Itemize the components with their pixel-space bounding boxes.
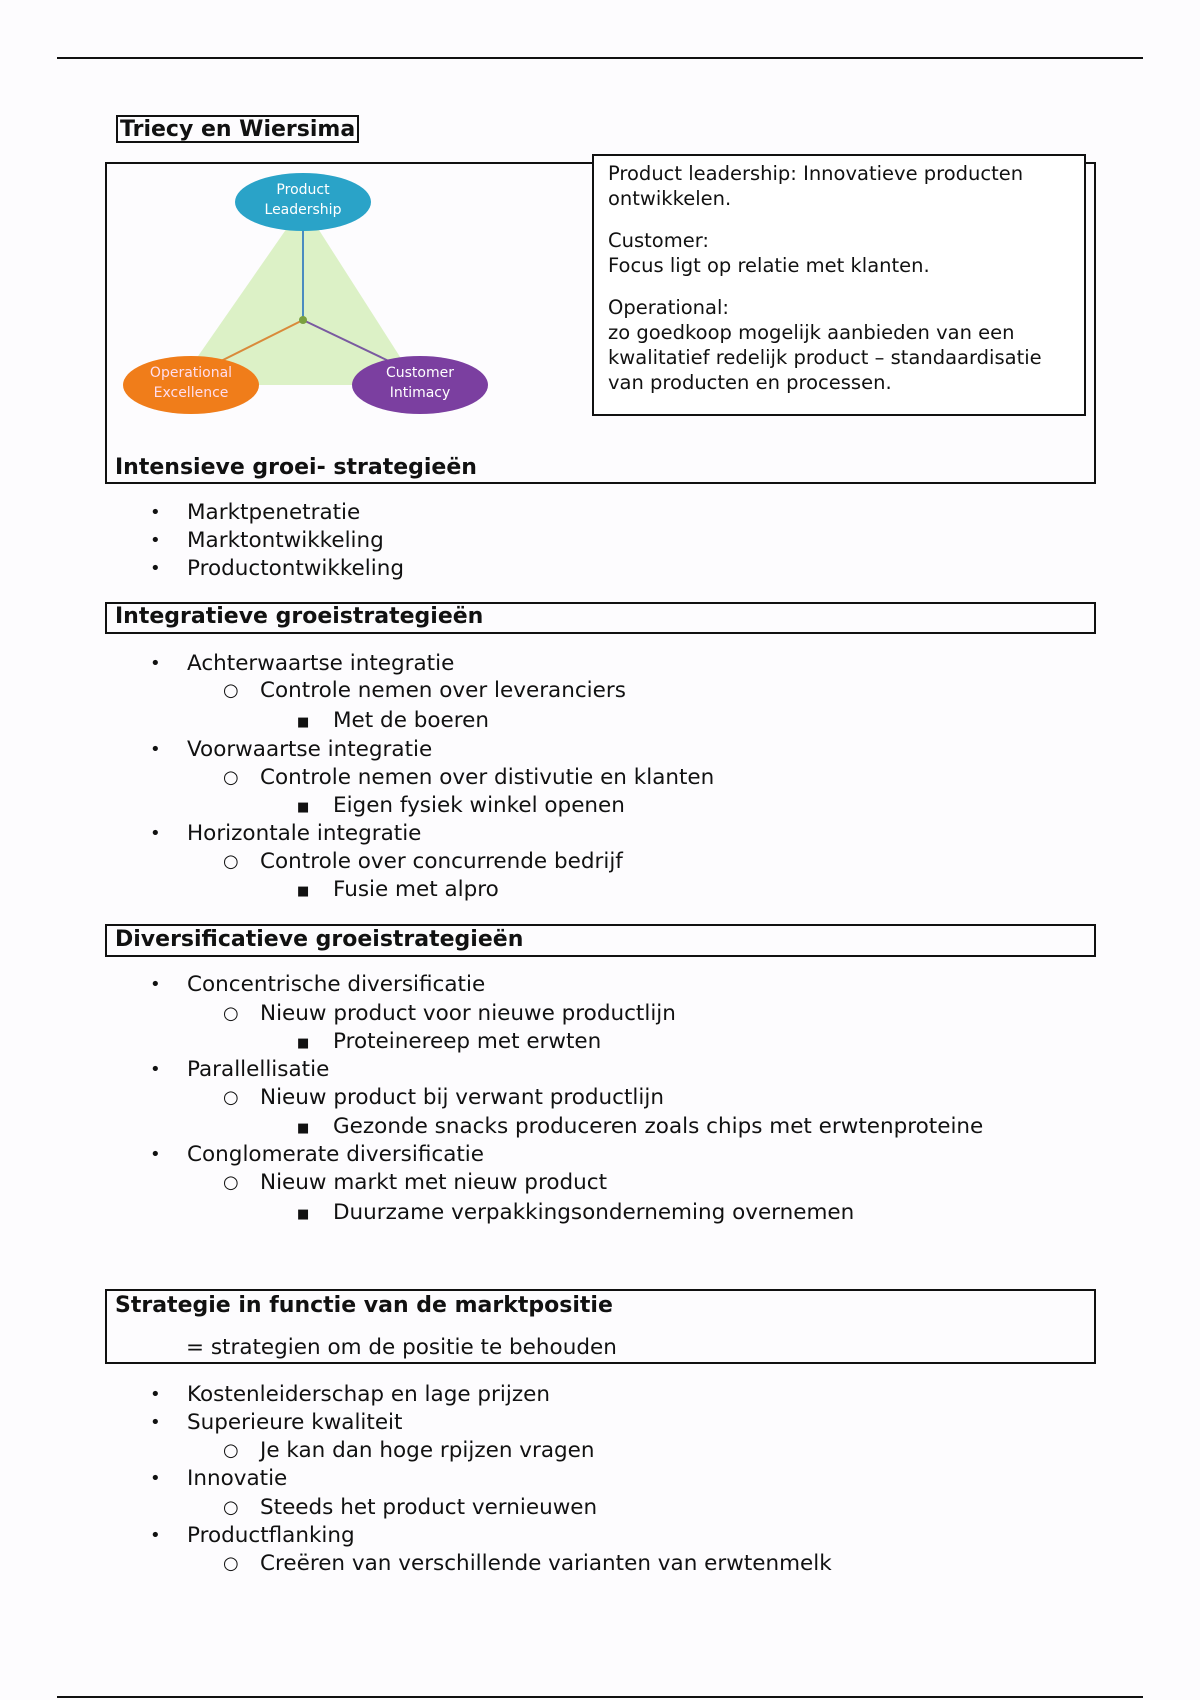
operational-excellence-label: Operational Excellence: [149, 365, 233, 401]
customer-label: Customer:: [608, 229, 709, 252]
customer-intimacy-label: Customer Intimacy: [385, 365, 454, 401]
section-subtitle-marktpositie: = strategien om de positie te behouden: [186, 1335, 617, 1360]
customer-text: Focus ligt op relatie met klanten.: [608, 254, 930, 277]
textbox-operational: [608, 295, 1070, 395]
section-heading-marktpositie: Strategie in functie van de marktpositie: [115, 1293, 613, 1318]
section-heading-diversificatieve: Diversificatieve groeistrategieën: [115, 927, 524, 952]
section-heading-intensieve: Intensieve groei- strategieën: [115, 455, 477, 480]
top-rule: [57, 57, 1143, 59]
center-dot: [299, 316, 307, 324]
definitions-textbox: [592, 154, 1086, 416]
textbox-product-leadership: Product leadership: Innovatieve producten ontwikkelen.: [608, 162, 1024, 210]
product-leadership-label: Product Leadership: [264, 182, 342, 218]
page-title: Triecy en Wiersima: [116, 115, 359, 143]
operational-label: Operational:: [608, 296, 729, 319]
bottom-rule: [57, 1696, 1143, 1698]
operational-text: zo goedkoop mogelijk aanbieden van een kwalitatief redelijk product – standaardisatie van producten en processen.: [608, 321, 1042, 394]
textbox-customer: [608, 228, 1070, 278]
section-heading-integratieve: Integratieve groeistrategieën: [115, 604, 484, 629]
